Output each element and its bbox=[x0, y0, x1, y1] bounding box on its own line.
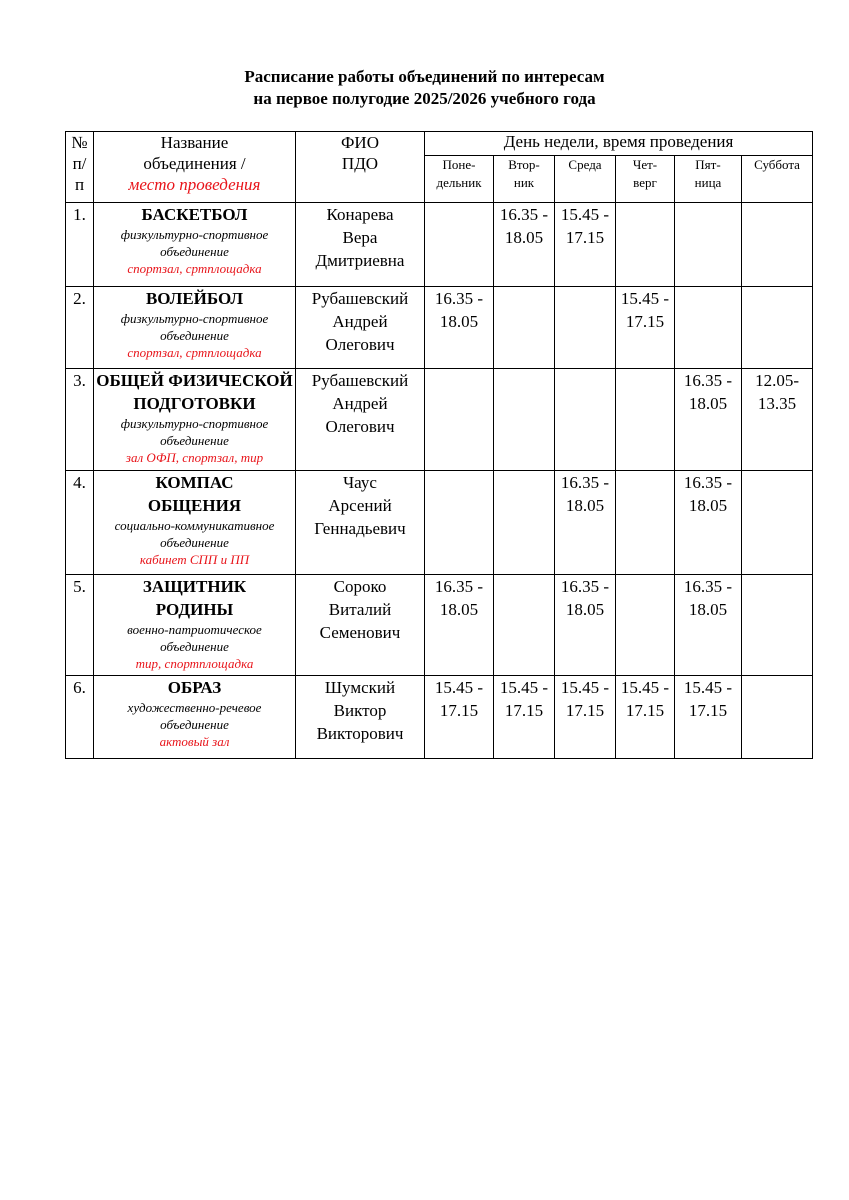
club-place: кабинет СПП и ПП bbox=[139, 552, 250, 567]
time-line: 17.15 bbox=[625, 312, 665, 331]
schedule-table bbox=[65, 131, 813, 759]
club-category: объединение bbox=[160, 535, 229, 550]
row-number: 4. bbox=[66, 471, 94, 575]
time-line: 16.35 - bbox=[683, 577, 733, 596]
header-pdo-line: ФИО bbox=[341, 133, 379, 152]
table-row bbox=[66, 203, 813, 287]
teacher-name-cell bbox=[296, 287, 425, 369]
time-cell bbox=[494, 575, 555, 676]
teacher-name-line: Вера bbox=[342, 228, 378, 247]
teacher-name-line: Рубашевский bbox=[311, 289, 409, 308]
time-cell bbox=[616, 369, 675, 471]
time-cell bbox=[494, 203, 555, 287]
document-title-line1: Расписание работы объединений по интересам bbox=[244, 67, 605, 86]
club-name: ОБЩЕЙ ФИЗИЧЕСКОЙ bbox=[96, 371, 293, 390]
teacher-name-line: Арсений bbox=[328, 496, 392, 515]
time-cell bbox=[425, 369, 494, 471]
club-place: спортзал, сртплощадка bbox=[127, 261, 262, 276]
club-name: КОМПАС bbox=[155, 473, 234, 492]
teacher-name-line: Чаус bbox=[343, 473, 377, 492]
teacher-name-line: Олегович bbox=[325, 417, 395, 436]
day-label: Суббота bbox=[754, 157, 800, 172]
time-cell bbox=[675, 287, 742, 369]
table-row bbox=[66, 369, 813, 471]
time-line: 18.05 bbox=[688, 496, 728, 515]
club-name: РОДИНЫ bbox=[155, 600, 234, 619]
time-line: 15.45 - bbox=[560, 205, 610, 224]
club-name: БАСКЕТБОЛ bbox=[141, 205, 248, 224]
time-cell bbox=[555, 676, 616, 759]
club-name-cell bbox=[94, 287, 296, 369]
day-label: Пят- bbox=[695, 157, 721, 172]
time-cell bbox=[425, 676, 494, 759]
club-name: ЗАЩИТНИК bbox=[142, 577, 247, 596]
time-line: 17.15 bbox=[439, 701, 479, 720]
time-cell bbox=[675, 369, 742, 471]
club-place: зал ОФП, спортзал, тир bbox=[125, 450, 264, 465]
time-cell bbox=[616, 287, 675, 369]
header-day-tuesday bbox=[494, 156, 555, 203]
teacher-name-cell bbox=[296, 203, 425, 287]
time-line: 17.15 bbox=[565, 228, 605, 247]
club-category: физкультурно-спортивное bbox=[120, 416, 269, 431]
header-pdo-line: ПДО bbox=[341, 154, 379, 173]
time-line: 15.45 - bbox=[620, 289, 670, 308]
teacher-name-line: Дмитриевна bbox=[315, 251, 405, 270]
row-number: 1. bbox=[66, 203, 94, 287]
header-row bbox=[66, 132, 813, 156]
time-line: 18.05 bbox=[439, 312, 479, 331]
time-cell bbox=[742, 203, 813, 287]
club-category: объединение bbox=[160, 433, 229, 448]
table-row bbox=[66, 287, 813, 369]
teacher-name-cell bbox=[296, 575, 425, 676]
time-cell bbox=[425, 471, 494, 575]
time-line: 16.35 - bbox=[434, 577, 484, 596]
time-line: 18.05 bbox=[504, 228, 544, 247]
day-label: Втор- bbox=[508, 157, 540, 172]
time-line: 18.05 bbox=[565, 600, 605, 619]
club-category: физкультурно-спортивное bbox=[120, 311, 269, 326]
time-line: 16.35 - bbox=[683, 473, 733, 492]
club-name-cell bbox=[94, 369, 296, 471]
time-line: 16.35 - bbox=[434, 289, 484, 308]
club-name-cell bbox=[94, 203, 296, 287]
header-day-saturday bbox=[742, 156, 813, 203]
club-category: военно-патриотическое bbox=[127, 622, 262, 637]
day-label: ница bbox=[694, 175, 722, 190]
time-cell bbox=[675, 676, 742, 759]
teacher-name-line: Андрей bbox=[332, 394, 388, 413]
day-label: Среда bbox=[568, 157, 602, 172]
time-line: 17.15 bbox=[504, 701, 544, 720]
header-num-line: № bbox=[71, 133, 88, 152]
header-name bbox=[94, 132, 296, 203]
time-cell bbox=[494, 369, 555, 471]
club-name: ОБРАЗ bbox=[167, 678, 222, 697]
time-cell bbox=[675, 471, 742, 575]
day-label: дельник bbox=[436, 175, 482, 190]
teacher-name-line: Геннадьевич bbox=[314, 519, 406, 538]
header-num-line: п bbox=[74, 175, 85, 194]
header-day-thursday bbox=[616, 156, 675, 203]
header-day-wednesday bbox=[555, 156, 616, 203]
time-cell bbox=[616, 676, 675, 759]
club-name-cell bbox=[94, 676, 296, 759]
teacher-name-line: Шумский bbox=[324, 678, 396, 697]
time-cell bbox=[555, 287, 616, 369]
time-cell bbox=[425, 575, 494, 676]
time-line: 18.05 bbox=[688, 394, 728, 413]
time-line: 18.05 bbox=[439, 600, 479, 619]
time-cell bbox=[742, 575, 813, 676]
header-day-friday bbox=[675, 156, 742, 203]
time-line: 16.35 - bbox=[560, 473, 610, 492]
time-line: 12.05- bbox=[755, 371, 799, 390]
row-number: 5. bbox=[66, 575, 94, 676]
teacher-name-line: Виктор bbox=[333, 701, 387, 720]
row-number: 6. bbox=[66, 676, 94, 759]
time-cell bbox=[675, 203, 742, 287]
teacher-name-line: Семенович bbox=[319, 623, 401, 642]
time-line: 13.35 bbox=[757, 394, 797, 413]
time-cell bbox=[555, 369, 616, 471]
teacher-name-line: Андрей bbox=[332, 312, 388, 331]
teacher-name-cell bbox=[296, 676, 425, 759]
time-cell bbox=[675, 575, 742, 676]
club-category: физкультурно-спортивное bbox=[120, 227, 269, 242]
header-num bbox=[66, 132, 94, 203]
club-category: социально-коммуникативное bbox=[114, 518, 275, 533]
time-cell bbox=[425, 287, 494, 369]
time-line: 16.35 - bbox=[560, 577, 610, 596]
header-place-label: место проведения bbox=[128, 175, 261, 194]
time-line: 15.45 - bbox=[560, 678, 610, 697]
club-name-cell bbox=[94, 471, 296, 575]
document-title-line2: на первое полугодие 2025/2026 учебного года bbox=[253, 89, 596, 108]
time-cell bbox=[742, 369, 813, 471]
header-day-monday bbox=[425, 156, 494, 203]
club-name: ВОЛЕЙБОЛ bbox=[145, 289, 244, 308]
club-category: объединение bbox=[160, 328, 229, 343]
time-line: 17.15 bbox=[565, 701, 605, 720]
time-line: 18.05 bbox=[688, 600, 728, 619]
time-cell bbox=[616, 203, 675, 287]
time-cell bbox=[494, 287, 555, 369]
time-cell bbox=[555, 203, 616, 287]
header-pdo bbox=[296, 132, 425, 203]
time-cell bbox=[555, 471, 616, 575]
row-number: 3. bbox=[66, 369, 94, 471]
time-cell bbox=[425, 203, 494, 287]
club-category: объединение bbox=[160, 639, 229, 654]
table-row bbox=[66, 676, 813, 759]
club-name-cell bbox=[94, 575, 296, 676]
club-place: актовый зал bbox=[159, 734, 230, 749]
day-label: ник bbox=[513, 175, 535, 190]
time-line: 15.45 - bbox=[499, 678, 549, 697]
time-line: 18.05 bbox=[565, 496, 605, 515]
time-line: 17.15 bbox=[688, 701, 728, 720]
teacher-name-line: Виталий bbox=[328, 600, 392, 619]
time-line: 15.45 - bbox=[620, 678, 670, 697]
time-cell bbox=[494, 471, 555, 575]
teacher-name-cell bbox=[296, 471, 425, 575]
header-name-line: Название bbox=[160, 133, 229, 152]
table-row bbox=[66, 471, 813, 575]
time-line: 17.15 bbox=[625, 701, 665, 720]
time-cell bbox=[555, 575, 616, 676]
day-label: Чет- bbox=[632, 157, 658, 172]
club-category: объединение bbox=[160, 717, 229, 732]
club-name: ОБЩЕНИЯ bbox=[147, 496, 242, 515]
time-line: 16.35 - bbox=[683, 371, 733, 390]
header-num-line: п/ bbox=[72, 154, 87, 173]
club-place: спортзал, сртплощадка bbox=[127, 345, 262, 360]
time-cell bbox=[742, 287, 813, 369]
header-day-group: День недели, время проведения bbox=[425, 132, 813, 156]
teacher-name-cell bbox=[296, 369, 425, 471]
time-cell bbox=[742, 676, 813, 759]
club-category: объединение bbox=[160, 244, 229, 259]
club-category: художественно-речевое bbox=[127, 700, 262, 715]
teacher-name-line: Рубашевский bbox=[311, 371, 409, 390]
day-label: верг bbox=[633, 175, 657, 190]
time-cell bbox=[742, 471, 813, 575]
club-name: ПОДГОТОВКИ bbox=[133, 394, 256, 413]
table-row bbox=[66, 575, 813, 676]
time-line: 16.35 - bbox=[499, 205, 549, 224]
teacher-name-line: Конарева bbox=[326, 205, 394, 224]
teacher-name-line: Олегович bbox=[325, 335, 395, 354]
time-line: 15.45 - bbox=[683, 678, 733, 697]
time-cell bbox=[616, 575, 675, 676]
time-line: 15.45 - bbox=[434, 678, 484, 697]
header-name-line: объединения / bbox=[143, 154, 246, 173]
day-label: Поне- bbox=[442, 157, 476, 172]
teacher-name-line: Викторович bbox=[316, 724, 404, 743]
club-place: тир, спортплощадка bbox=[135, 656, 254, 671]
row-number: 2. bbox=[66, 287, 94, 369]
teacher-name-line: Сороко bbox=[333, 577, 387, 596]
time-cell bbox=[494, 676, 555, 759]
time-cell bbox=[616, 471, 675, 575]
